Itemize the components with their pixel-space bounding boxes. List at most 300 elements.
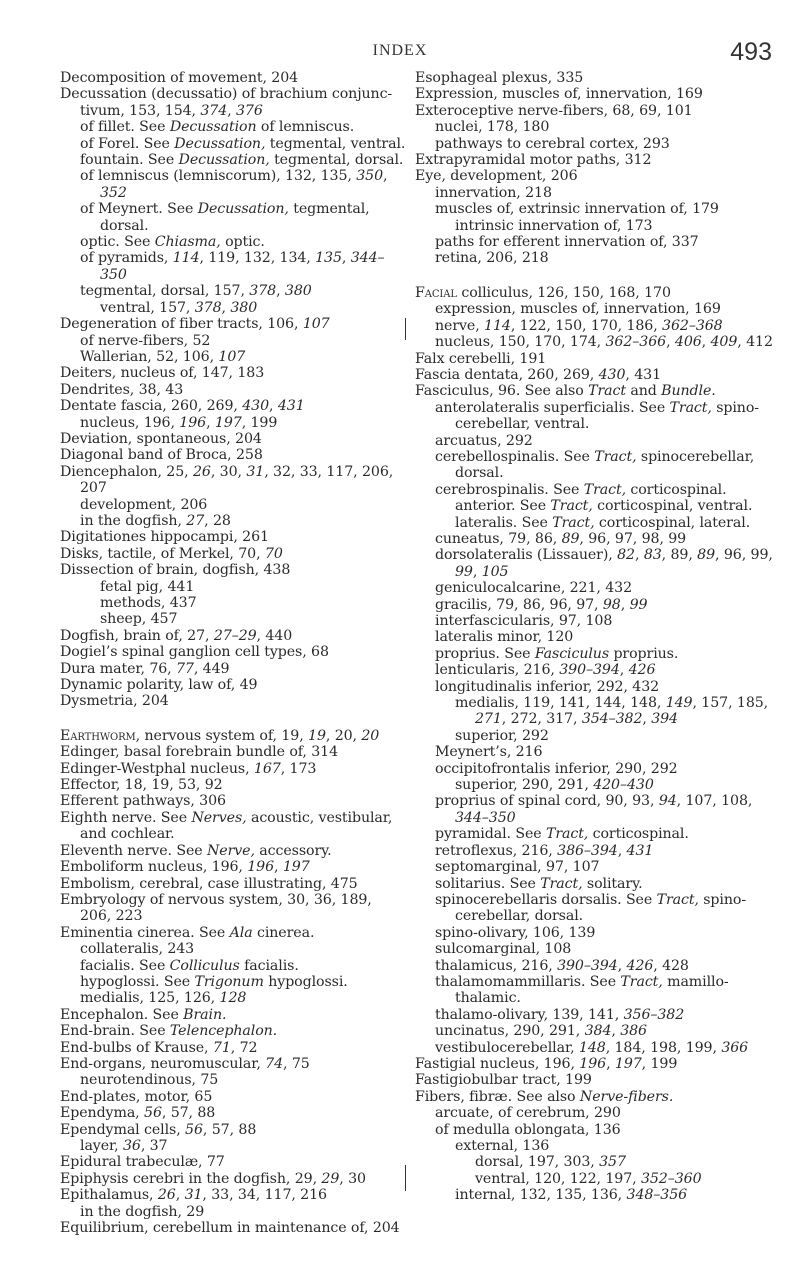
index-entry <box>60 941 406 957</box>
entry-text: hypoglossi. See <box>80 973 195 990</box>
entry-text: , <box>276 283 285 300</box>
italic-text: 128 <box>219 990 247 1007</box>
entry-text: dorsolateralis (Lissauer), <box>435 547 618 564</box>
index-entry <box>60 513 406 529</box>
entry-text: of Forel. See <box>80 135 175 152</box>
index-entry <box>60 728 406 744</box>
entry-text: of nerve-fibers, 52 <box>80 332 211 349</box>
entry-text: longitudinalis inferior, 292, 432 <box>435 678 660 695</box>
column-divider-upper <box>405 318 406 340</box>
entry-text: , nervous system of, 19, <box>135 727 309 744</box>
entry-text: anterior. See <box>455 498 551 515</box>
entry-text: spino-olivary, 106, 139 <box>435 924 596 941</box>
entry-text: innervation, 218 <box>435 184 552 201</box>
italic-text: 89 <box>561 530 580 547</box>
entry-text: , <box>227 102 236 119</box>
italic-text: 384 <box>584 1023 612 1040</box>
index-entry <box>415 218 775 234</box>
italic-text: 74 <box>265 1055 284 1072</box>
index-entry <box>60 744 406 760</box>
entry-text: retroflexus, 216, <box>435 842 558 859</box>
italic-text: 197 <box>214 414 242 431</box>
index-entry <box>415 152 775 168</box>
index-entry <box>60 497 406 513</box>
index-entry <box>415 580 775 596</box>
entry-text: Effector, 18, 19, 53, 92 <box>60 777 223 794</box>
entry-text: , <box>642 711 652 728</box>
italic-text: 71 <box>212 1039 231 1056</box>
entry-text: ventral, 120, 122, 197, <box>475 1170 641 1187</box>
italic-text: 344–350 <box>455 809 516 826</box>
index-entry <box>60 1204 406 1220</box>
italic-text: 94 <box>658 793 677 810</box>
index-entry <box>60 1023 406 1039</box>
index-entry <box>415 433 775 449</box>
entry-text: of lemniscus (lemniscorum), 132, 135, <box>80 168 357 185</box>
index-entry <box>415 941 775 957</box>
italic-text: Brain. <box>183 1006 227 1023</box>
italic-text: 430 <box>598 366 626 383</box>
entry-text: Fascia dentata, 260, 269, <box>415 366 599 383</box>
index-entry <box>415 234 775 250</box>
index-entry <box>60 1040 406 1056</box>
italic-text: Tract, <box>545 826 589 843</box>
entry-text: nuclei, 178, 180 <box>435 119 550 136</box>
index-entry <box>60 693 406 709</box>
entry-text: anterolateralis superficialis. See <box>435 399 670 416</box>
index-entry <box>415 351 775 367</box>
entry-text: , <box>221 299 231 316</box>
entry-text: fountain. See <box>80 152 179 169</box>
index-entry <box>60 201 406 234</box>
entry-text: proprius of spinal cord, 90, 93, <box>435 793 659 810</box>
index-entry <box>60 349 406 365</box>
index-entry <box>60 529 406 545</box>
entry-text: paths for efferent innervation of, 337 <box>435 234 699 251</box>
index-entry <box>60 333 406 349</box>
entry-text: development, 206 <box>80 496 208 513</box>
entry-text: , <box>341 250 351 267</box>
entry-text: , 37 <box>140 1138 168 1154</box>
italic-text: 344–350 <box>100 250 385 283</box>
index-entry <box>60 168 406 201</box>
entry-text: arcuatus, 292 <box>435 432 533 449</box>
entry-text: spinocerebellaris dorsalis. See <box>435 891 657 908</box>
entry-text: Falx cerebelli, 191 <box>415 350 547 367</box>
entry-text: ventral, 157, <box>100 299 195 316</box>
entry-text: retina, 206, 218 <box>435 250 549 267</box>
entry-text: , 96, 97, 98, 99 <box>579 530 687 547</box>
italic-text: Tract, <box>583 481 626 498</box>
index-entry <box>415 761 775 777</box>
entry-text: Edinger-Westphal nucleus, <box>60 760 254 777</box>
italic-text: Tract, <box>669 399 712 416</box>
entry-text: and <box>625 383 662 400</box>
index-entry <box>415 1138 775 1154</box>
index-entry <box>415 136 775 152</box>
index-entry <box>415 777 775 793</box>
italic-text: 356–382 <box>623 1006 685 1023</box>
entry-text: Wallerian, 52, 106, <box>80 348 219 365</box>
entry-text: Eye, development, 206 <box>415 168 578 185</box>
entry-text: , <box>666 334 675 351</box>
entry-text: external, 136 <box>455 1138 550 1154</box>
italic-text: 99 <box>629 596 648 613</box>
italic-text: 98 <box>602 596 621 613</box>
entry-text: superior, 290, 291, <box>455 777 594 794</box>
entry-text: Diencephalon, 25, <box>60 463 193 480</box>
index-entry <box>60 1007 406 1023</box>
index-entry <box>415 482 775 498</box>
entry-text: in the dogfish, 29 <box>80 1203 205 1220</box>
entry-text: sulcomarginal, 108 <box>435 941 572 958</box>
entry-text: , 184, 198, 199, <box>605 1039 722 1056</box>
index-entry <box>60 234 406 250</box>
entry-text: Digitationes hippocampi, 261 <box>60 529 269 546</box>
entry-text: Expression, muscles of, innervation, 169 <box>415 86 703 103</box>
entry-text: Dogiel’s spinal ganglion cell types, 68 <box>60 644 329 661</box>
italic-text: 29 <box>321 1170 340 1187</box>
index-entry <box>60 431 406 447</box>
italic-text: 357 <box>599 1154 626 1171</box>
entry-text: Dura mater, 76, <box>60 660 176 677</box>
italic-text: 374 <box>200 102 228 119</box>
entry-text: of lemniscus. <box>256 119 355 136</box>
index-entry <box>415 1040 775 1056</box>
right-column <box>415 70 775 1204</box>
entry-text: , 33, 34, 117, 216 <box>202 1187 327 1204</box>
index-entry <box>60 447 406 463</box>
index-entry <box>60 876 406 892</box>
index-entry <box>415 70 775 86</box>
italic-text: 20 <box>361 727 380 744</box>
italic-text: 390–394 <box>557 957 618 974</box>
entry-text: Emboliform nucleus, 196, <box>60 859 248 876</box>
entry-text: , 157, 185, <box>692 695 769 712</box>
entry-text: Dentate fascia, 260, 269, <box>60 398 243 415</box>
index-entry <box>415 793 775 826</box>
entry-text: optic. <box>220 234 265 251</box>
index-entry <box>60 136 406 152</box>
italic-text: Tract, <box>594 448 637 465</box>
entry-text: Ependymal cells, <box>60 1121 186 1138</box>
italic-text: 352–360 <box>640 1170 702 1187</box>
entry-text: colliculus, 126, 150, 168, 170 <box>456 284 671 301</box>
entry-text: of pyramids, <box>80 250 173 267</box>
index-entry <box>415 250 775 266</box>
italic-text: 114 <box>484 317 511 334</box>
index-entry <box>60 859 406 875</box>
entry-text: uncinatus, 290, 291, <box>435 1023 585 1040</box>
entry-text: , 173 <box>280 760 317 777</box>
italic-text: Decussation, <box>197 201 289 218</box>
index-entry <box>60 677 406 693</box>
italic-text: 197 <box>614 1055 642 1072</box>
entry-text: End-bulbs of Krause, <box>60 1039 213 1056</box>
italic-text: 348–356 <box>626 1187 688 1204</box>
entry-text: , <box>701 334 711 351</box>
italic-text: Ala <box>229 924 253 941</box>
entry-text: Degeneration of fiber tracts, 106, <box>60 316 303 333</box>
index-entry <box>60 628 406 644</box>
index-entry <box>60 1105 406 1121</box>
entry-text: , <box>606 1055 615 1072</box>
entry-text: optic. See <box>80 234 155 251</box>
entry-text: Disks, tactile, of Merkel, 70, <box>60 545 265 562</box>
index-entry <box>60 546 406 562</box>
entry-text: thalamicus, 216, <box>435 957 558 974</box>
italic-text: 430 <box>242 398 270 415</box>
italic-text: 394 <box>651 711 678 728</box>
italic-text: 426 <box>628 662 656 679</box>
italic-text: 31 <box>184 1187 203 1204</box>
index-entry <box>60 661 406 677</box>
index-entry <box>415 744 775 760</box>
italic-text: 406 <box>674 334 702 351</box>
entry-text: Dogfish, brain of, 27, <box>60 627 214 644</box>
entry-text: Meynert’s, 216 <box>435 744 543 761</box>
entry-text: collateralis, 243 <box>80 941 195 958</box>
italic-text: 362–366 <box>605 334 667 351</box>
italic-text: 56 <box>144 1105 162 1122</box>
entry-text: Fibers, fibræ. See also <box>415 1088 580 1105</box>
italic-text: 77 <box>176 660 194 677</box>
entry-text: Decussation (decussatio) of brachium conjunc-tivum, 153, 154, <box>60 86 393 119</box>
entry-text: of fillet. See <box>80 119 170 136</box>
index-entry <box>60 1056 406 1072</box>
entry-text: , <box>620 596 630 613</box>
entry-text: occipitofrontalis inferior, 290, 292 <box>435 760 678 777</box>
index-entry <box>415 1187 775 1203</box>
entry-text: spinocerebellar, dorsal. <box>455 448 755 482</box>
italic-text: Decussation, <box>174 135 266 152</box>
entry-text: hypoglossi. <box>263 973 348 990</box>
index-entry <box>415 1154 775 1170</box>
italic-text: 26 <box>157 1187 176 1204</box>
entry-text: , 431 <box>625 366 662 383</box>
index-entry <box>415 103 775 119</box>
index-entry <box>415 185 775 201</box>
entry-text: , 89, <box>661 547 698 564</box>
running-title: INDEX <box>372 42 428 59</box>
italic-text: 107 <box>218 348 246 365</box>
italic-text: Tract, <box>620 973 663 990</box>
entry-text: Embryology of nervous system, 30, 36, 189, 206, 223 <box>60 891 372 925</box>
index-entry <box>415 86 775 102</box>
left-column <box>60 70 406 1236</box>
index-entry <box>60 595 406 611</box>
index-entry <box>60 892 406 925</box>
entry-text: End-brain. See <box>60 1023 170 1040</box>
entry-text: , <box>617 957 627 974</box>
index-entry <box>415 826 775 842</box>
italic-text: Bundle. <box>661 383 716 400</box>
index-entry <box>60 611 406 627</box>
entry-text: End-organs, neuromuscular, <box>60 1055 266 1072</box>
entry-text: , <box>617 842 627 859</box>
index-entry <box>415 958 775 974</box>
entry-text: pyramidal. See <box>435 826 546 843</box>
entry-text: , 107, 108, <box>676 793 753 810</box>
index-entry <box>60 562 406 578</box>
italic-text: 354–382 <box>581 711 643 728</box>
italic-text: 70 <box>264 545 283 562</box>
entry-text: proprius. See <box>435 645 535 662</box>
italic-text: 196 <box>179 414 207 431</box>
italic-text: 107 <box>302 316 330 333</box>
entry-text: dorsal, 197, 303, <box>475 1154 600 1171</box>
entry-text: of medulla oblongata, 136 <box>435 1121 621 1138</box>
italic-text: Tract, <box>656 891 699 908</box>
entry-text: lateralis. See <box>455 514 553 531</box>
index-entry <box>60 1072 406 1088</box>
index-entry <box>60 958 406 974</box>
entry-text: , <box>619 662 629 679</box>
entry-text: tegmental, ventral. <box>265 135 406 152</box>
index-entry <box>415 367 775 383</box>
entry-text: of Meynert. See <box>80 201 198 218</box>
italic-text: 196 <box>247 859 275 876</box>
index-entry <box>60 300 406 316</box>
italic-text: 378 <box>194 299 222 316</box>
italic-text: Colliculus <box>169 957 240 974</box>
italic-text: Tract, <box>540 875 583 892</box>
entry-text: neurotendinous, 75 <box>80 1072 219 1089</box>
italic-text: 431 <box>277 398 305 415</box>
entry-text: , 428 <box>653 957 689 974</box>
index-entry <box>415 629 775 645</box>
entry-text: , <box>274 859 283 876</box>
entry-text: , 449 <box>193 660 230 677</box>
index-entry <box>60 152 406 168</box>
italic-text: 27–29 <box>213 627 257 644</box>
entry-text: , 199 <box>641 1055 678 1072</box>
entry-text: mamillo-thalamic. <box>455 973 729 1007</box>
entry-text: Fastigiobulbar tract, 199 <box>415 1072 592 1089</box>
index-entry <box>60 86 406 119</box>
entry-text: Ependyma, <box>60 1105 145 1122</box>
italic-text: 362–368 <box>662 317 723 334</box>
entry-text: Fasciculus, 96. See also <box>415 383 589 400</box>
index-entry <box>415 925 775 941</box>
italic-text: 135 <box>315 250 342 267</box>
entry-text: , 72 <box>230 1039 258 1056</box>
entry-text: arcuate, of cerebrum, 290 <box>435 1105 621 1122</box>
entry-text: Deviation, spontaneous, 204 <box>60 430 262 447</box>
entry-text: Efferent pathways, 306 <box>60 793 226 810</box>
entry-text: , 30, <box>210 463 247 480</box>
entry-text: Dynamic polarity, law of, 49 <box>60 677 258 694</box>
entry-text: Epithalamus, <box>60 1187 158 1204</box>
entry-text: gracilis, 79, 86, 96, 97, <box>435 596 603 613</box>
index-entry <box>415 876 775 892</box>
index-entry <box>60 119 406 135</box>
index-entry <box>60 579 406 595</box>
index-entry <box>415 400 775 433</box>
italic-text: 390–394 <box>559 662 620 679</box>
italic-text: 386–394 <box>557 842 618 859</box>
entry-text: accessory. <box>254 842 332 859</box>
italic-text: 31 <box>246 463 265 480</box>
entry-text: Esophageal plexus, 335 <box>415 70 584 86</box>
entry-text: thalamomammillaris. See <box>435 973 621 990</box>
index-entry <box>60 990 406 1006</box>
entry-text: , 122, 150, 170, 186, <box>510 317 663 334</box>
italic-text: Nerves, <box>191 809 247 826</box>
index-entry <box>415 334 775 350</box>
index-entry <box>415 843 775 859</box>
index-entry <box>415 1023 775 1039</box>
entry-text: vestibulocerebellar, <box>435 1039 579 1056</box>
entry-text: , 28 <box>204 512 231 529</box>
entry-text: internal, 132, 135, 136, <box>455 1187 627 1204</box>
column-divider-lower <box>405 1165 406 1191</box>
index-entry <box>60 464 406 497</box>
entry-text: Decomposition of movement, 204 <box>60 70 299 86</box>
index-entry <box>60 644 406 660</box>
italic-text: 386 <box>620 1023 647 1040</box>
index-entry <box>60 316 406 332</box>
index-entry <box>60 1138 406 1154</box>
index-entry <box>415 859 775 875</box>
entry-text: , 199 <box>241 414 278 431</box>
italic-text: Fasciculus <box>534 645 610 662</box>
italic-text: 366 <box>721 1039 749 1056</box>
entry-text: , <box>175 1187 185 1204</box>
italic-text: 56 <box>185 1121 203 1138</box>
entry-text: Dysmetria, 204 <box>60 693 169 710</box>
entry-text: nerve, <box>435 317 485 334</box>
entry-text: nucleus, 196, <box>80 414 180 431</box>
entry-text: thalamo-olivary, 139, 141, <box>435 1006 624 1023</box>
entry-text: muscles of, extrinsic innervation of, 179 <box>435 201 719 218</box>
entry-text: solitarius. See <box>435 875 541 892</box>
index-entry <box>415 383 775 399</box>
index-entry <box>415 679 775 695</box>
entry-text: cerebellospinalis. See <box>435 448 595 465</box>
entry-text: , <box>611 1023 621 1040</box>
index-entry <box>415 168 775 184</box>
italic-text: 36 <box>122 1138 141 1154</box>
italic-text: 350 <box>356 168 383 185</box>
entry-text: geniculocalcarine, 221, 432 <box>435 580 633 597</box>
italic-text: Decussation <box>169 119 257 136</box>
entry-text: , 75 <box>283 1055 310 1072</box>
index-entry <box>60 365 406 381</box>
entry-text: Epiphysis cerebri in the dogfish, 29, <box>60 1170 322 1187</box>
index-entry <box>415 531 775 547</box>
index-entry <box>60 793 406 809</box>
italic-text: 83 <box>643 547 662 564</box>
index-entry <box>60 398 406 414</box>
entry-text: Embolism, cerebral, case illustrating, 475 <box>60 875 358 892</box>
entry-text: cerebrospinalis. See <box>435 481 584 498</box>
entry-text: , 57, 88 <box>202 1121 257 1138</box>
index-entry <box>60 974 406 990</box>
entry-text: , <box>472 563 482 580</box>
italic-text: 376 <box>235 102 263 119</box>
entry-text: , 96, 99, <box>715 547 773 564</box>
entry-text: , 57, 88 <box>161 1105 216 1122</box>
index-entry <box>415 974 775 1007</box>
index-entry <box>415 301 775 317</box>
index-entry <box>415 1105 775 1121</box>
entry-text: corticospinal. <box>588 826 689 843</box>
italic-text: Tract, <box>550 498 593 515</box>
italic-text: Nerve, <box>206 842 255 859</box>
index-entry <box>415 449 775 482</box>
italic-text: 149 <box>665 695 693 712</box>
